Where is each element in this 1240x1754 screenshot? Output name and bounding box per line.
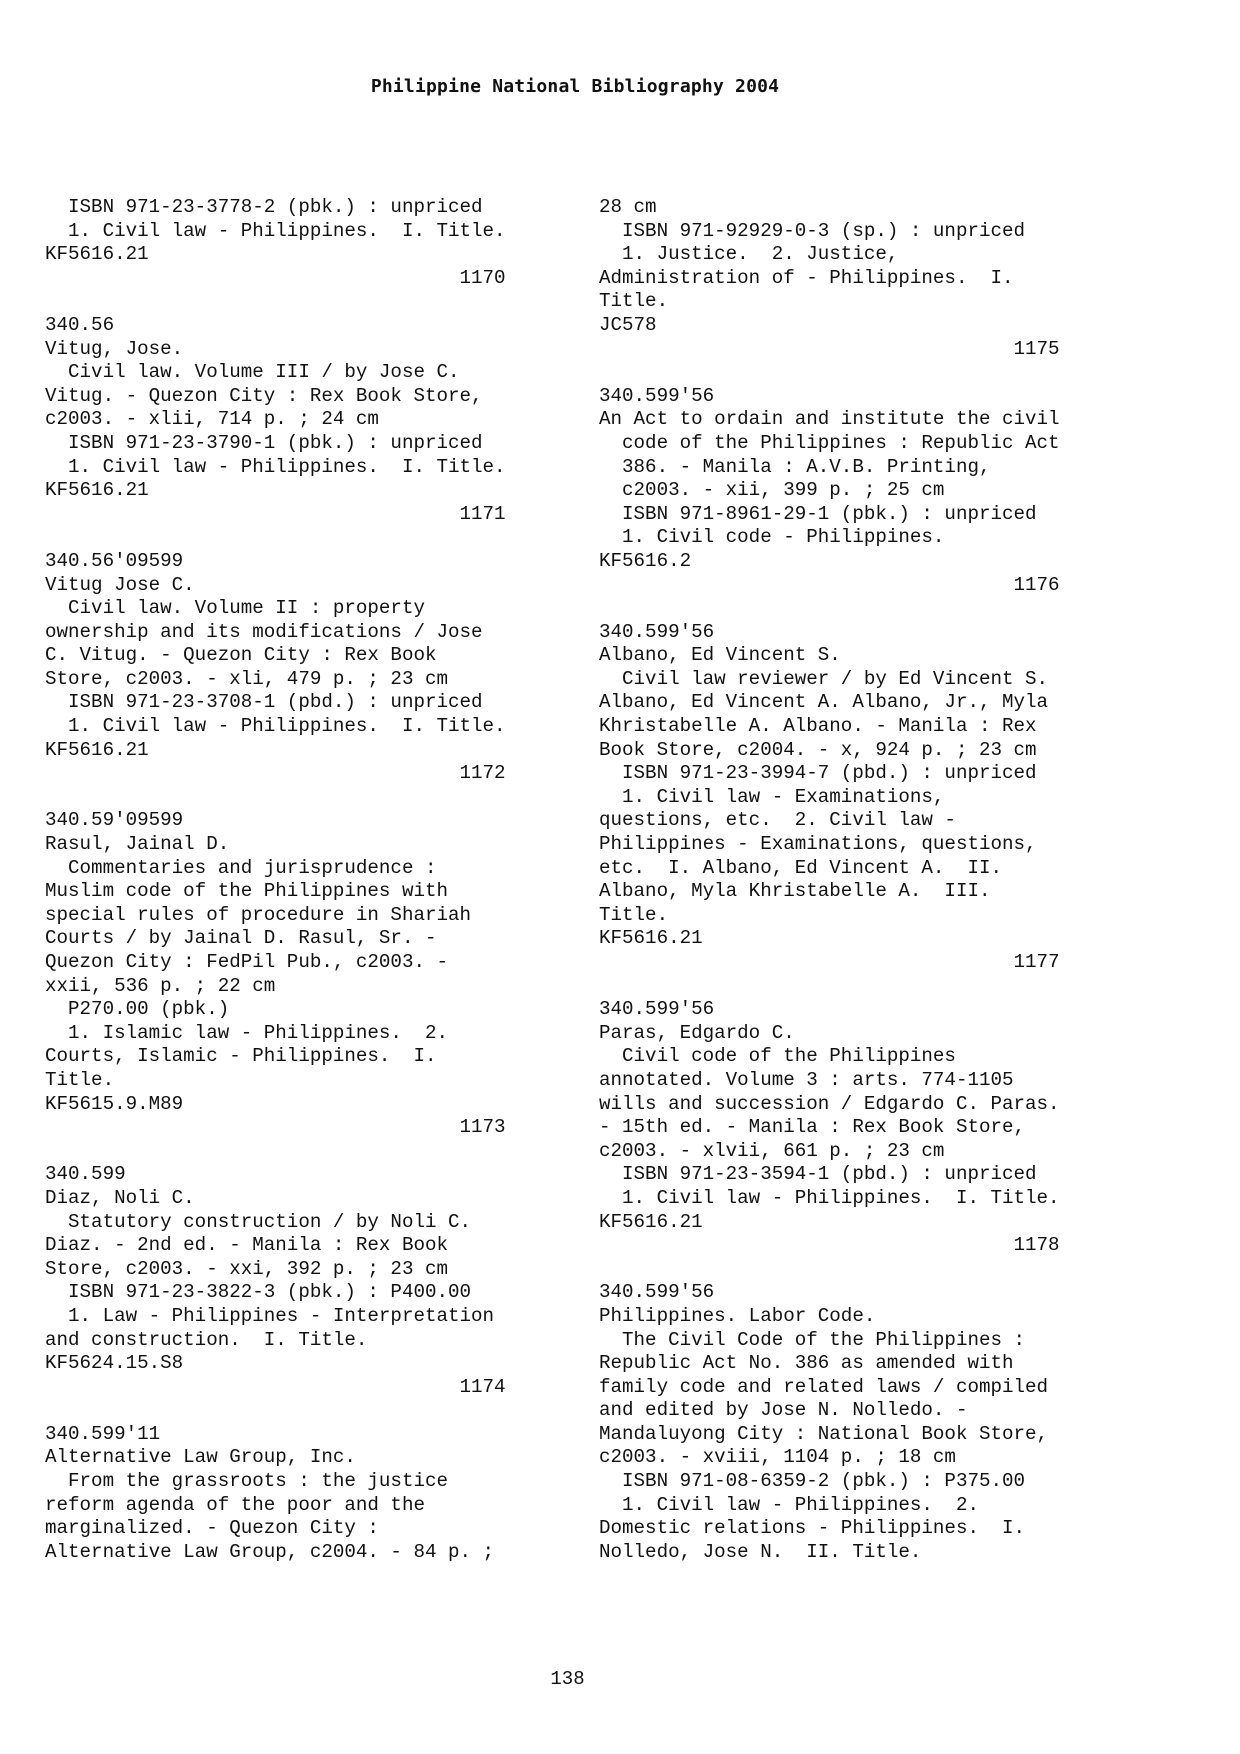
bibliography-line: ISBN 971-8961-29-1 (pbk.) : unpriced xyxy=(599,502,1037,525)
page-header: Philippine National Bibliography 2004 xyxy=(370,76,780,97)
bibliography-line: ownership and its modifications / Jose xyxy=(45,620,483,643)
bibliography-line: 1. Civil law - Philippines. I. Title. xyxy=(45,715,506,738)
bibliography-line: Nolledo, Jose N. II. Title. xyxy=(599,1540,922,1563)
bibliography-line: 1175 xyxy=(599,337,1060,360)
bibliography-line: Civil code of the Philippines xyxy=(599,1045,956,1068)
bibliography-line: 1174 xyxy=(45,1375,506,1398)
bibliography-line: Philippines - Examinations, questions, xyxy=(599,833,1037,856)
bibliography-line: KF5616.2 xyxy=(599,549,692,572)
bibliography-line: 340.599'56 xyxy=(599,1281,715,1304)
bibliography-line: family code and related laws / compiled xyxy=(599,1375,1049,1398)
right-column xyxy=(599,196,1109,1564)
bibliography-line: Albano, Myla Khristabelle A. III. xyxy=(599,880,991,903)
bibliography-line: 340.599'56 xyxy=(599,998,715,1021)
bibliography-line: annotated. Volume 3 : arts. 774-1105 xyxy=(599,1068,1014,1091)
bibliography-line: KF5616.21 xyxy=(45,738,149,761)
bibliography-line: Quezon City : FedPil Pub., c2003. - xyxy=(45,951,449,973)
bibliography-line: 1170 xyxy=(45,266,506,289)
bibliography-line: Statutory construction / by Noli C. xyxy=(45,1210,472,1233)
bibliography-line xyxy=(599,597,1109,621)
bibliography-line: Paras, Edgardo C. xyxy=(599,1021,795,1044)
bibliography-line: 1. Civil law - Examinations, xyxy=(599,785,945,808)
bibliography-line: questions, etc. 2. Civil law - xyxy=(599,809,956,832)
bibliography-line: Vitug Jose C. xyxy=(45,573,195,596)
bibliography-line: The Civil Code of the Philippines : xyxy=(599,1328,1026,1351)
bibliography-line: special rules of procedure in Shariah xyxy=(45,903,472,926)
bibliography-line: KF5616.21 xyxy=(45,479,149,502)
bibliography-line: 1. Civil law - Philippines. 2. xyxy=(599,1493,979,1516)
bibliography-line: 1. Law - Philippines - Interpretation xyxy=(45,1304,495,1327)
bibliography-line: c2003. - xlii, 714 p. ; 24 cm xyxy=(45,408,379,431)
bibliography-line: 1. Civil law - Philippines. I. Title. xyxy=(45,219,506,242)
bibliography-line: Mandaluyong City : National Book Store, xyxy=(599,1422,1049,1445)
bibliography-line: Civil law. Volume III / by Jose C. xyxy=(45,361,460,384)
bibliography-line: c2003. - xii, 399 p. ; 25 cm xyxy=(599,479,945,502)
bibliography-line: Book Store, c2004. - x, 924 p. ; 23 cm xyxy=(599,738,1037,761)
bibliography-line: 340.599'56 xyxy=(599,384,715,407)
bibliography-line: P270.00 (pbk.) xyxy=(45,998,230,1021)
bibliography-line: 386. - Manila : A.V.B. Printing, xyxy=(599,455,991,478)
bibliography-line: Commentaries and jurisprudence : xyxy=(45,856,437,879)
bibliography-line: KF5615.9.M89 xyxy=(45,1092,184,1115)
bibliography-line: Alternative Law Group, c2004. - 84 p. ; xyxy=(45,1540,495,1563)
bibliography-line: KF5616.21 xyxy=(599,1210,703,1233)
bibliography-line: 340.599'11 xyxy=(45,1422,161,1445)
bibliography-line xyxy=(599,1258,1109,1282)
bibliography-line: Vitug, Jose. xyxy=(45,337,184,360)
bibliography-line: Title. xyxy=(599,903,669,926)
bibliography-line: Vitug. - Quezon City : Rex Book Store, xyxy=(45,384,483,407)
bibliography-line: ISBN 971-92929-0-3 (sp.) : unpriced xyxy=(599,219,1026,242)
bibliography-line: wills and succession / Edgardo C. Paras. xyxy=(599,1092,1060,1115)
bibliography-line: 1172 xyxy=(45,762,506,785)
bibliography-line: ISBN 971-23-3594-1 (pbd.) : unpriced xyxy=(599,1163,1037,1186)
left-column xyxy=(45,196,555,1564)
page-number: 138 xyxy=(550,1668,585,1690)
bibliography-line: KF5616.21 xyxy=(45,243,149,266)
bibliography-line: 1. Civil law - Philippines. I. Title. xyxy=(45,455,506,478)
bibliography-line: 1. Justice. 2. Justice, xyxy=(599,243,899,266)
bibliography-line: Store, c2003. - xxi, 392 p. ; 23 cm xyxy=(45,1257,449,1280)
bibliography-line: Republic Act No. 386 as amended with xyxy=(599,1352,1014,1375)
bibliography-line xyxy=(45,1399,555,1423)
bibliography-line: Khristabelle A. Albano. - Manila : Rex xyxy=(599,715,1037,738)
bibliography-line xyxy=(45,290,555,314)
bibliography-line: etc. I. Albano, Ed Vincent A. II. xyxy=(599,856,1003,879)
bibliography-line: Courts / by Jainal D. Rasul, Sr. - xyxy=(45,927,437,950)
bibliography-line: reform agenda of the poor and the xyxy=(45,1493,425,1516)
bibliography-line: Administration of - Philippines. I. xyxy=(599,266,1014,289)
bibliography-line: Civil law. Volume II : property xyxy=(45,597,425,620)
bibliography-line: Philippines. Labor Code. xyxy=(599,1304,876,1327)
bibliography-line: code of the Philippines : Republic Act xyxy=(599,431,1060,454)
bibliography-line: From the grassroots : the justice xyxy=(45,1470,449,1493)
bibliography-line: ISBN 971-08-6359-2 (pbk.) : P375.00 xyxy=(599,1470,1026,1493)
bibliography-line: JC578 xyxy=(599,313,657,336)
bibliography-line: Domestic relations - Philippines. I. xyxy=(599,1517,1026,1540)
bibliography-line xyxy=(45,526,555,550)
bibliography-line: 1173 xyxy=(45,1116,506,1139)
bibliography-line: Diaz, Noli C. xyxy=(45,1186,195,1209)
bibliography-line: KF5616.21 xyxy=(599,927,703,950)
bibliography-line: marginalized. - Quezon City : xyxy=(45,1517,379,1540)
bibliography-line: Albano, Ed Vincent A. Albano, Jr., Myla xyxy=(599,691,1049,714)
bibliography-line: 1. Islamic law - Philippines. 2. xyxy=(45,1021,449,1044)
bibliography-line xyxy=(45,1140,555,1164)
bibliography-line: ISBN 971-23-3790-1 (pbk.) : unpriced xyxy=(45,431,483,454)
bibliography-line: An Act to ordain and institute the civil xyxy=(599,408,1060,431)
bibliography-line: ISBN 971-23-3994-7 (pbd.) : unpriced xyxy=(599,762,1037,785)
bibliography-line: Albano, Ed Vincent S. xyxy=(599,644,841,667)
bibliography-line: c2003. - xviii, 1104 p. ; 18 cm xyxy=(599,1446,956,1469)
bibliography-line: c2003. - xlvii, 661 p. ; 23 cm xyxy=(599,1139,945,1162)
bibliography-line: 340.56 xyxy=(45,313,115,336)
bibliography-line: Rasul, Jainal D. xyxy=(45,833,230,856)
bibliography-line: - 15th ed. - Manila : Rex Book Store, xyxy=(599,1116,1026,1139)
bibliography-line: Diaz. - 2nd ed. - Manila : Rex Book xyxy=(45,1234,449,1257)
bibliography-line: 1. Civil law - Philippines. I. Title. xyxy=(599,1186,1060,1209)
bibliography-line: Alternative Law Group, Inc. xyxy=(45,1446,356,1469)
bibliography-line: 1176 xyxy=(599,573,1060,596)
bibliography-line: Civil law reviewer / by Ed Vincent S. xyxy=(599,667,1049,690)
bibliography-line: 28 cm xyxy=(599,196,657,218)
bibliography-line xyxy=(45,786,555,810)
bibliography-line: Store, c2003. - xli, 479 p. ; 23 cm xyxy=(45,667,449,690)
bibliography-line: ISBN 971-23-3778-2 (pbk.) : unpriced xyxy=(45,196,483,218)
bibliography-line: ISBN 971-23-3822-3 (pbk.) : P400.00 xyxy=(45,1281,472,1304)
bibliography-line: Title. xyxy=(599,290,669,313)
bibliography-line: C. Vitug. - Quezon City : Rex Book xyxy=(45,644,437,667)
bibliography-line: 340.59'09599 xyxy=(45,809,184,832)
bibliography-line: Muslim code of the Philippines with xyxy=(45,880,449,903)
bibliography-line: KF5624.15.S8 xyxy=(45,1352,184,1375)
bibliography-line xyxy=(599,975,1109,999)
bibliography-line: Courts, Islamic - Philippines. I. xyxy=(45,1045,437,1068)
bibliography-line: Title. xyxy=(45,1068,115,1091)
bibliography-line: 1178 xyxy=(599,1234,1060,1257)
bibliography-line: and edited by Jose N. Nolledo. - xyxy=(599,1399,968,1422)
bibliography-line: 1177 xyxy=(599,951,1060,973)
bibliography-line: 1. Civil code - Philippines. xyxy=(599,526,945,549)
bibliography-line xyxy=(599,361,1109,385)
bibliography-line: 340.599 xyxy=(45,1163,126,1186)
bibliography-line: 1171 xyxy=(45,502,506,525)
bibliography-line: 340.599'56 xyxy=(599,620,715,643)
bibliography-line: xxii, 536 p. ; 22 cm xyxy=(45,974,276,997)
bibliography-line: 340.56'09599 xyxy=(45,549,184,572)
bibliography-line: ISBN 971-23-3708-1 (pbd.) : unpriced xyxy=(45,691,483,714)
bibliography-line: and construction. I. Title. xyxy=(45,1328,368,1351)
